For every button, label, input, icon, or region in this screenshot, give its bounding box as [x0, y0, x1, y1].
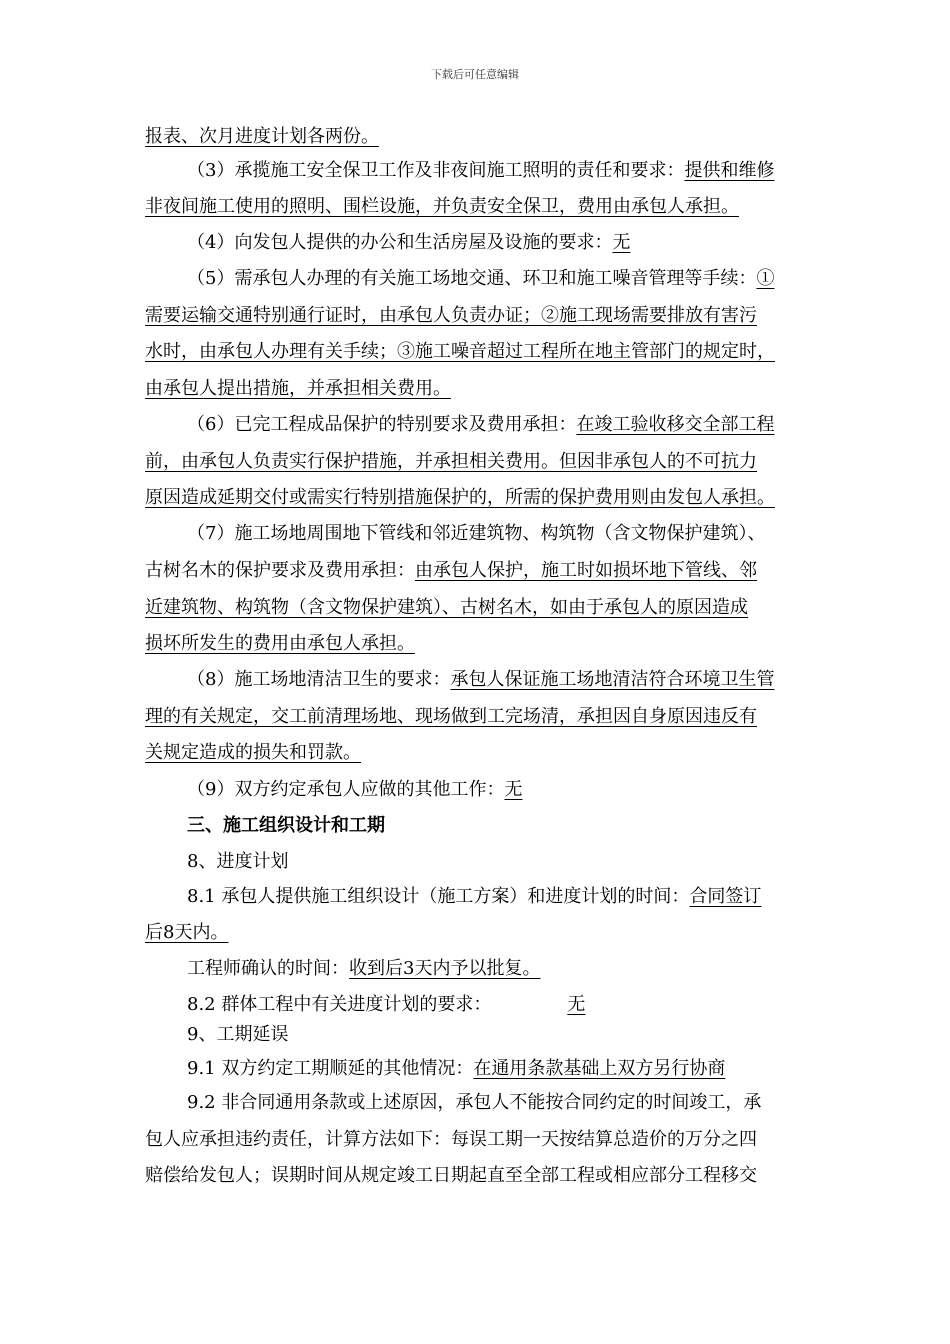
text-line: 工程师确认的时间：收到后3天内予以批复。 [187, 958, 541, 979]
text-line: 报表、次月进度计划各两份。 [145, 126, 379, 147]
page-header: 下载后可任意编辑 [431, 68, 519, 81]
text-line: （4）向发包人提供的办公和生活房屋及设施的要求：无 [187, 232, 631, 253]
text-line: 9.2 非合同通用条款或上述原因，承包人不能按合同约定的时间竣工，承 [187, 1092, 762, 1113]
text-line: 理的有关规定，交工前清理场地、现场做到工完场清，承担因自身原因违反有 [145, 706, 757, 727]
text-line: 关规定造成的损失和罚款。 [145, 742, 361, 763]
text-line: （9）双方约定承包人应做的其他工作：无 [187, 779, 523, 800]
section-heading: 三、施工组织设计和工期 [187, 815, 385, 836]
text-line: （5）需承包人办理的有关施工场地交通、环卫和施工噪音管理等手续：① [187, 268, 775, 289]
text-line: 8.1 承包人提供施工组织设计（施工方案）和进度计划的时间：合同签订 [187, 886, 762, 907]
text-line: （8）施工场地清洁卫生的要求：承包人保证施工场地清洁符合环境卫生管 [187, 669, 775, 690]
text-line: （7）施工场地周围地下管线和邻近建筑物、构筑物（含文物保护建筑）、 [187, 523, 766, 544]
text-line: 赔偿给发包人；误期时间从规定竣工日期起直至全部工程或相应部分工程移交 [145, 1165, 757, 1186]
text-line: 需要运输交通特别通行证时，由承包人负责办证；②施工现场需要排放有害污 [145, 305, 757, 326]
text-line: 9.1 双方约定工期顺延的其他情况：在通用条款基础上双方另行协商 [187, 1058, 726, 1079]
text-line: 近建筑物、构筑物（含文物保护建筑）、古树名木，如由于承包人的原因造成 [145, 597, 748, 618]
text-line: 原因造成延期交付或需实行特别措施保护的，所需的保护费用则由发包人承担。 [145, 487, 775, 508]
text-line: 后8天内。 [145, 922, 229, 943]
text-line: （3）承揽施工安全保卫工作及非夜间施工照明的责任和要求：提供和维修 [187, 160, 775, 181]
text-line: 水时，由承包人办理有关手续；③施工噪音超过工程所在地主管部门的规定时， [145, 341, 775, 362]
text-line: 由承包人提出措施，并承担相关费用。 [145, 378, 451, 399]
subsection-heading: 8、进度计划 [187, 851, 289, 872]
text-line: 前，由承包人负责实行保护措施，并承担相关费用。但因非承包人的不可抗力 [145, 451, 757, 472]
text-line: 包人应承担违约责任，计算方法如下：每误工期一天按结算总造价的万分之四 [145, 1129, 757, 1150]
text-line: 8.2 群体工程中有关进度计划的要求： 无 [187, 994, 586, 1015]
subsection-heading: 9、工期延误 [187, 1024, 289, 1045]
text-line: （6）已完工程成品保护的特别要求及费用承担：在竣工验收移交全部工程 [187, 414, 775, 435]
text-line: 损坏所发生的费用由承包人承担。 [145, 633, 415, 654]
text-line: 非夜间施工使用的照明、围栏设施，并负责安全保卫，费用由承包人承担。 [145, 196, 739, 217]
text-line: 古树名木的保护要求及费用承担：由承包人保护，施工时如损坏地下管线、邻 [145, 560, 757, 581]
